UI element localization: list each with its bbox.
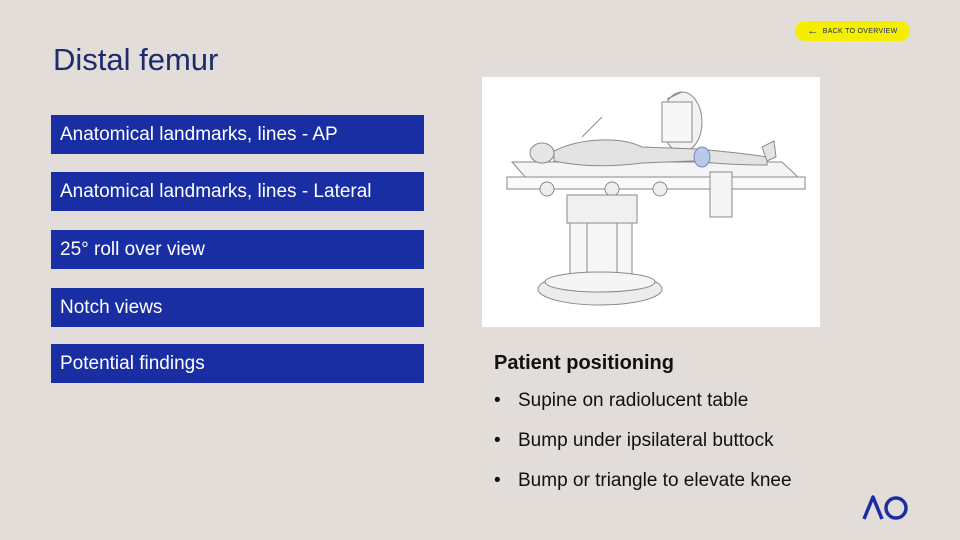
arrow-left-icon: ← [807,24,819,37]
nav-button-notch-views[interactable]: Notch views [51,288,424,327]
nav-button-ap-landmarks[interactable]: Anatomical landmarks, lines - AP [51,115,424,154]
nav-button-roll-over-view[interactable]: 25° roll over view [51,230,424,269]
list-item: • Supine on radiolucent table [494,390,749,411]
page-title: Distal femur [53,42,219,77]
nav-button-lateral-landmarks[interactable]: Anatomical landmarks, lines - Lateral [51,172,424,211]
ao-logo [862,494,910,522]
bullet-icon: • [494,430,501,451]
list-item: • Bump under ipsilateral buttock [494,430,774,451]
list-item: • Bump or triangle to elevate knee [494,470,792,491]
nav-button-potential-findings[interactable]: Potential findings [51,344,424,383]
bullet-icon: • [494,470,501,491]
back-to-overview-button[interactable] [795,21,910,41]
bullet-icon: • [494,390,501,411]
patient-positioning-illustration [482,77,820,327]
back-to-overview-label: BACK TO OVERVIEW [822,27,898,35]
positioning-bullet-list [494,390,792,510]
section-title: Patient positioning [494,352,674,374]
